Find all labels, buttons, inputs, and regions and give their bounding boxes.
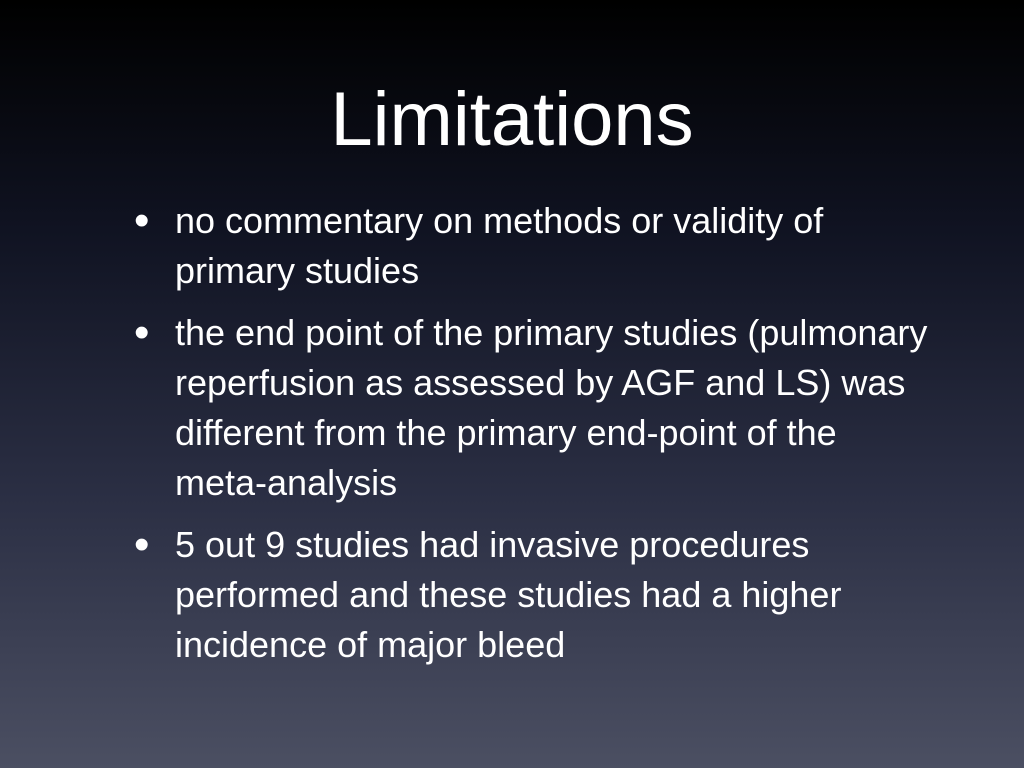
- bullet-list: [130, 196, 930, 682]
- bullet-item: [130, 308, 930, 508]
- bullet-text: no commentary on methods or validity of primary studies: [175, 200, 824, 291]
- bullet-item: [130, 196, 930, 296]
- bullet-icon: •: [134, 520, 150, 569]
- bullet-icon: •: [134, 308, 150, 357]
- bullet-text: 5 out 9 studies had invasive procedures performed and these studies had a higher incidence of major bleed: [175, 524, 842, 665]
- slide-title: Limitations: [330, 77, 694, 162]
- bullet-text: the end point of the primary studies (pulmonary reperfusion as assessed by AGF and LS) was different from the primary end-point of the meta-analysis: [175, 312, 928, 503]
- bullet-icon: •: [134, 196, 150, 245]
- bullet-item: [130, 520, 930, 670]
